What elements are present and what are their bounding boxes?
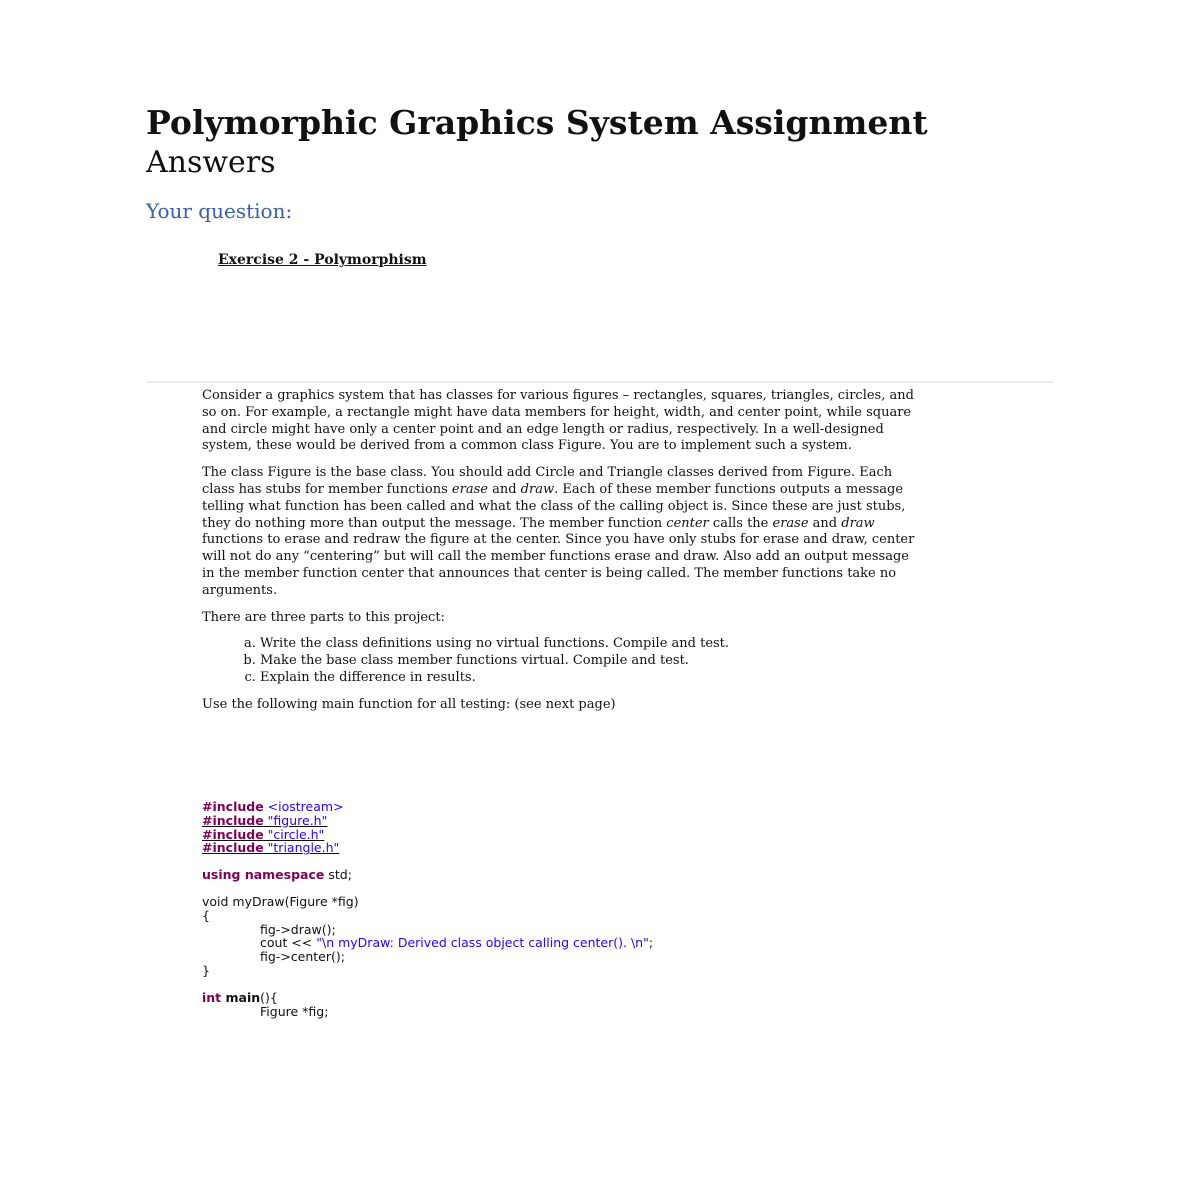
list-item: a. Write the class definitions using no virtual functions. Compile and test. xyxy=(260,636,918,653)
document-title: Polymorphic Graphics System Assignment xyxy=(146,103,928,142)
open-brace: { xyxy=(202,907,210,923)
center-term: center xyxy=(666,515,709,531)
cout-suffix: ; xyxy=(648,935,654,951)
intro-paragraph: Consider a graphics system that has classes for various figures – rectangles, squares, triangles, circles, and so on. For example, a rectangle might have data members for height, width, and center point, while square and circle might have only a center point and an edge length or radius, respectively. In a well-designed system, these would be derived from a common class Figure. You are to implement such a system. xyxy=(202,388,914,454)
include-target: <iostream> xyxy=(263,799,344,814)
figure-class-paragraph xyxy=(202,465,918,599)
p2-text-4: functions to erase and redraw the figure at the center. Since you have only stubs for erase and draw, center will not do any “centering” but will call the member functions erase and draw. Also add an output message in the member function center that announces that center is being called. The member functions take no arguments. xyxy=(202,532,915,598)
code-line xyxy=(202,950,902,964)
main-intro: Use the following main function for all testing: (see next page) xyxy=(202,696,616,712)
include-keyword: #include xyxy=(202,840,264,856)
draw-term-2: draw xyxy=(841,515,875,531)
using-rest: std; xyxy=(324,867,352,883)
assignment-text xyxy=(202,388,918,724)
code-line xyxy=(202,936,902,950)
code-line xyxy=(202,923,902,937)
p2-and-1: and xyxy=(487,481,521,497)
code-line xyxy=(202,895,902,909)
code-line xyxy=(202,841,902,855)
figure-declaration: Figure *fig; xyxy=(260,1003,329,1019)
code-line xyxy=(202,991,902,1005)
code-line xyxy=(202,814,902,828)
using-keyword: using namespace xyxy=(202,867,325,883)
main-name: main xyxy=(221,989,261,1005)
code-gap xyxy=(202,978,902,991)
code-line xyxy=(202,909,902,923)
code-line xyxy=(202,828,902,842)
p2-and-2: and xyxy=(808,515,842,531)
int-keyword: int xyxy=(202,989,222,1005)
include-target: "circle.h" xyxy=(263,826,325,842)
document-subtitle: Answers xyxy=(146,145,276,180)
p2-text-3: calls the xyxy=(708,515,773,531)
p2-text-2: . Each of these member functions outputs a message telling what function has been called and what the class of the calling object is. Since these are just stubs, they do nothing more than output the message. The member function xyxy=(202,481,906,531)
erase-term-2: erase xyxy=(772,515,809,531)
center-call: fig->center(); xyxy=(260,949,345,965)
list-item: c. Explain the difference in results. xyxy=(260,670,918,687)
draw-call: fig->draw(); xyxy=(260,921,336,937)
code-line xyxy=(202,868,902,882)
p2-text-1: The class Figure is the base class. You should add Circle and Triangle classes derived from Figure. Each class has stubs for member functions xyxy=(202,465,893,497)
question-label: Your question: xyxy=(146,199,293,223)
include-keyword: #include xyxy=(202,799,264,814)
code-line xyxy=(202,964,902,978)
list-item: b. Make the base class member functions virtual. Compile and test. xyxy=(260,653,918,670)
erase-term: erase xyxy=(451,481,488,497)
exercise-heading: Exercise 2 - Polymorphism xyxy=(218,252,427,268)
include-target: "triangle.h" xyxy=(263,840,340,856)
parts-intro: There are three parts to this project: xyxy=(202,609,445,625)
parts-list xyxy=(202,636,918,686)
include-target: "figure.h" xyxy=(263,812,328,828)
code-line xyxy=(202,800,902,814)
include-keyword: #include xyxy=(202,826,264,842)
section-divider xyxy=(146,381,1054,383)
cout-string: "\n myDraw: Derived class object calling center(). \n" xyxy=(316,935,649,951)
include-keyword: #include xyxy=(202,812,264,828)
code-listing xyxy=(202,800,902,1018)
main-rest: (){ xyxy=(260,989,278,1005)
code-line xyxy=(202,1005,902,1019)
cout-prefix: cout << xyxy=(260,935,317,951)
mydraw-signature: void myDraw(Figure *fig) xyxy=(202,893,359,909)
close-brace: } xyxy=(202,962,210,978)
draw-term: draw xyxy=(520,481,555,497)
